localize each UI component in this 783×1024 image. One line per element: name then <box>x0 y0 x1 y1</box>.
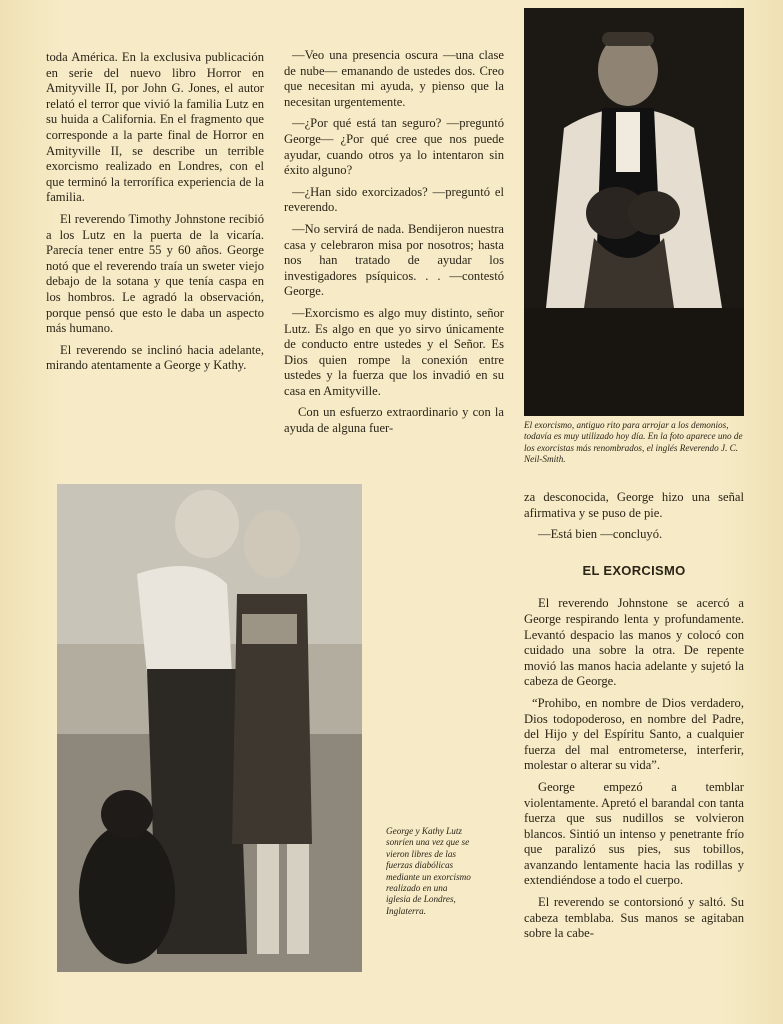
paragraph: —No servirá de nada. Bendijeron nuestra casa y celebraron misa por nosotros; hasta nos han tratado de ayudar los investigadores psíquicos. . . —contestó George. <box>284 221 504 299</box>
photo-priest <box>524 8 744 416</box>
text-column-1 <box>46 50 264 380</box>
paragraph: Con un esfuerzo extraordinario y con la ayuda de alguna fuer- <box>284 405 504 436</box>
paragraph: —Exorcismo es algo muy distinto, señor Lutz. Es algo en que yo sirvo únicamente de conducto entre ustedes y el Señor. Es Dios quien rompe la conexión entre ustedes y la fuerza que los invadió en su casa en Amityville. <box>284 305 504 398</box>
paragraph: El reverendo Timothy Johnstone recibió a los Lutz en la puerta de la vicaría. Parecía tener entre 55 y 60 años. George notó que el reverendo traía un sweter viejo debajo de la sotana y que tenía caspa en los hombros. Le agradó la observación, porque pensó que esto le daba un aspecto más humano. <box>46 211 264 336</box>
paragraph: toda América. En la exclusiva publicación en serie del nuevo libro Horror en Amityville II, por John G. Jones, el autor relató el terror que vivió la familia Lutz en su huida a California. En el fragmento que corresponde a la parte final de Horror en Amityville II, se describe un terrible exorcismo realizado en Londres, con el que terminó la terrorífica experiencia de la familia. <box>46 50 264 205</box>
paragraph: —¿Han sido exorcizados? —preguntó el reverendo. <box>284 184 504 215</box>
paragraph: El reverendo Johnstone se acercó a George respirando lenta y profundamente. Levantó despacio las manos y colocó con cuidado una sobre la otra. De repente movió las manos hacia adelante y sujetó la cabeza de George. <box>524 596 744 689</box>
paragraph: “Prohibo, en nombre de Dios verdadero, Dios todopoderoso, en nombre del Padre, del Hijo y del Espíritu Santo, a cualquier fuerza del mal entrometerse, interferir, molestar o alterar su vida”. <box>524 695 744 773</box>
text-column-2 <box>284 48 504 443</box>
paragraph: —Está bien —concluyó. <box>538 527 663 542</box>
couple-figure <box>57 484 362 972</box>
caption-couple: George y Kathy Lutz sonríen una vez que se vieron libres de las fuerzas diabólicas mediante un exorcismo realizado en una iglesia de Londres, Inglaterra. <box>386 826 471 916</box>
paragraph: George empezó a temblar violentamente. Apretó el barandal con tanta fuerza que sus nudillos se volvieron blancos. Sintió un intenso y penetrante frío que paralizó sus pies, sus tobillos, avanzando lentamente hacia las rodillas y extendiéndose a todo el cuerpo. <box>524 779 744 888</box>
caption-priest: El exorcismo, antiguo rito para arrojar a los demonios, todavía es muy utilizado hoy día. En la foto aparece uno de los exorcistas más renombrados, el inglés Reverendo J. C. Neil-Smith. <box>524 420 743 465</box>
paragraph: —¿Por qué está tan seguro? —preguntó George— ¿Por qué cree que nos puede ayudar, cuando otros ya lo intentaron sin éxito alguno? <box>284 116 504 178</box>
paragraph: za desconocida, George hizo una señal afirmativa y se puso de pie. <box>524 490 744 520</box>
section-heading: EL EXORCISMO <box>582 562 686 578</box>
paragraph: El reverendo se inclinó hacia adelante, mirando atentamente a George y Kathy. <box>46 342 264 373</box>
photo-couple <box>57 484 362 972</box>
paragraph: —Veo una presencia oscura —una clase de nube— emanando de ustedes dos. Creo que necesitan mi ayuda, y pienso que la necesitan urgentemente. <box>284 48 504 109</box>
priest-figure <box>524 8 744 416</box>
text-column-3 <box>524 490 744 948</box>
paragraph: El reverendo se contorsionó y saltó. Su cabeza temblaba. Sus manos se agitaban sobre la cabe- <box>524 895 744 941</box>
